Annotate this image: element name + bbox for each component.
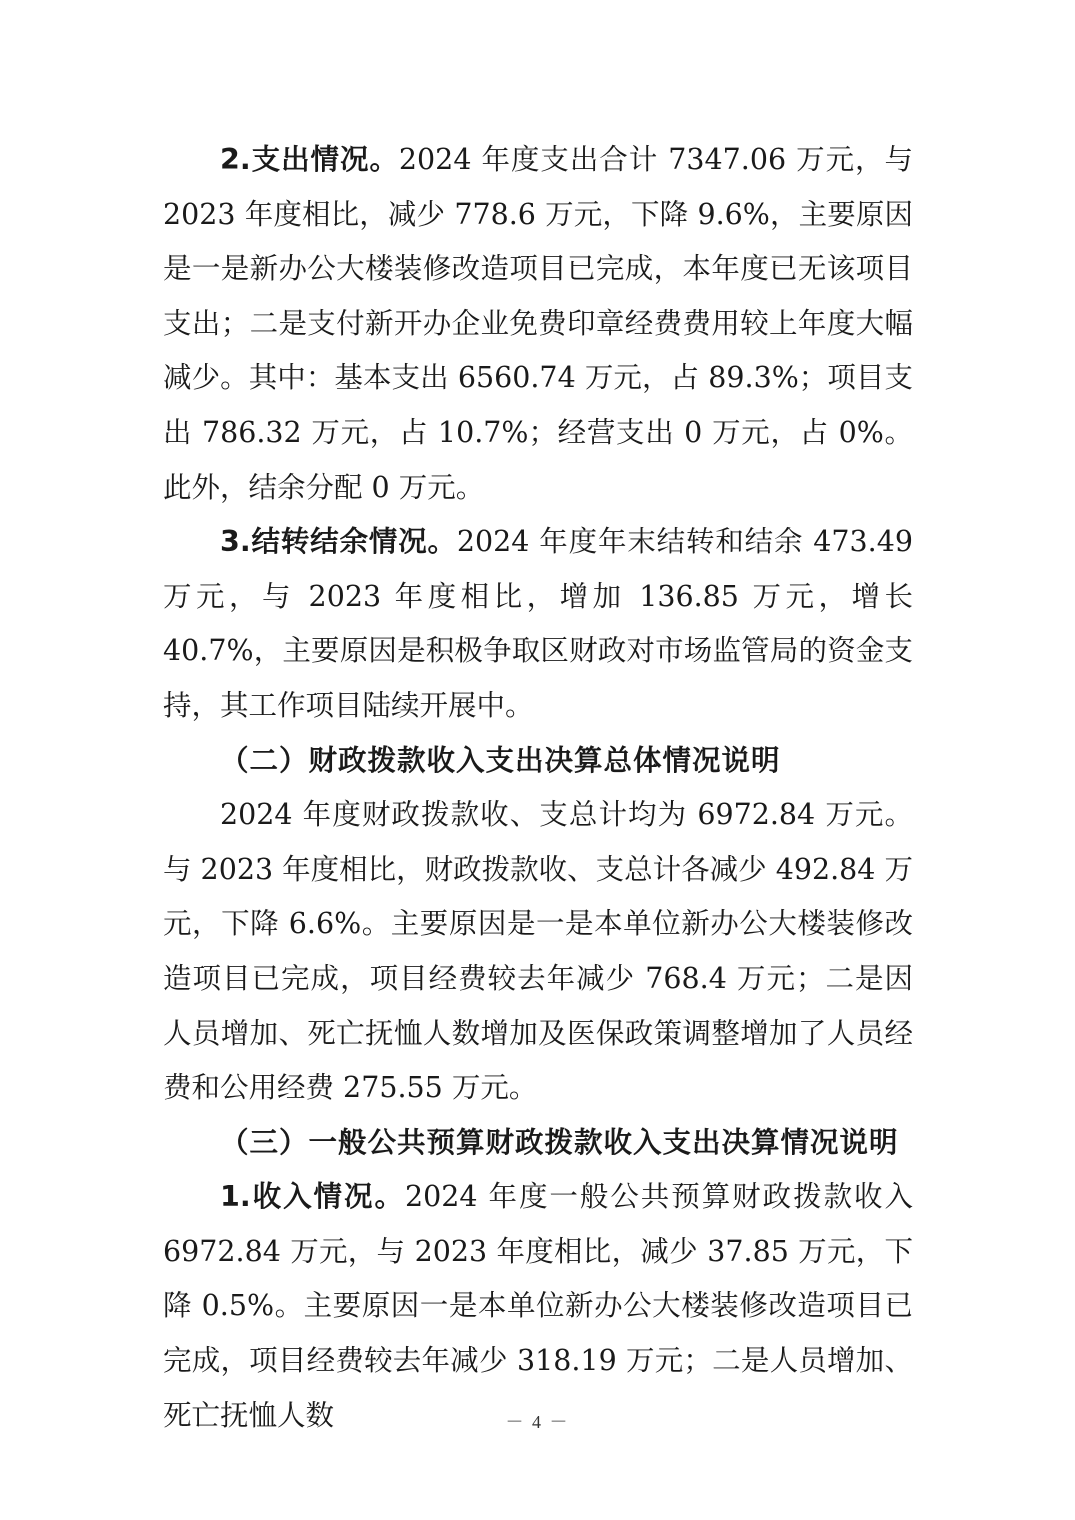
- paragraph-lead: 2.支出情况。: [220, 143, 399, 176]
- paragraph-expenditure: [163, 133, 913, 515]
- page-number: － 4 －: [505, 1412, 570, 1432]
- paragraph-text: 2024 年度年末结转和结余 473.49 万元，与 2023 年度相比，增加 136.85 万元，增长 40.7%，主要原因是积极争取区财政对市场监管局的资金支持，其工作项目陆续开展中。: [163, 525, 913, 722]
- section-heading-2: （二）财政拨款收入支出决算总体情况说明: [220, 743, 781, 777]
- paragraph-text: 2024 年度一般公共预算财政拨款收入 6972.84 万元，与 2023 年度相比，减少 37.85 万元，下降 0.5%。主要原因一是本单位新办公大楼装修改造项目已完成，项目经费较去年减少 318.19 万元；二是人员增加、死亡抚恤人数: [163, 1180, 913, 1432]
- section-heading-3: （三）一般公共预算财政拨款收入支出决算情况说明: [220, 1125, 899, 1159]
- paragraph-lead: 3.结转结余情况。: [220, 525, 457, 559]
- paragraph-lead: 1.收入情况。: [220, 1180, 405, 1214]
- paragraph-fiscal-total: [163, 788, 913, 1116]
- paragraph-text: 2024 年度财政拨款收、支总计均为 6972.84 万元。与 2023 年度相比，财政拨款收、支总计各减少 492.84 万元，下降 6.6%。主要原因是一是本单位新办公大楼装修改造项目已完成，项目经费较去年减少 768.4 万元；二是因人员增加、死亡抚恤人数增加及医保政策调整增加了人员经费和公用经费 275.55 万元。: [163, 798, 913, 1105]
- paragraph-text: 2024 年度支出合计 7347.06 万元，与 2023 年度相比，减少 778.6 万元，下降 9.6%，主要原因是一是新办公大楼装修改造项目已完成，本年度已无该项目支出；二是支付新开办企业免费印章经费费用较上年度大幅减少。其中：基本支出 6560.74 万元，占 89.3%；项目支出 786.32 万元，占 10.7%；经营支出 0 万元，占 0%。此外，结余分配 0 万元。: [163, 143, 913, 504]
- document-body: [163, 133, 913, 1443]
- paragraph-income: [163, 1170, 913, 1443]
- paragraph-carryover: [163, 515, 913, 733]
